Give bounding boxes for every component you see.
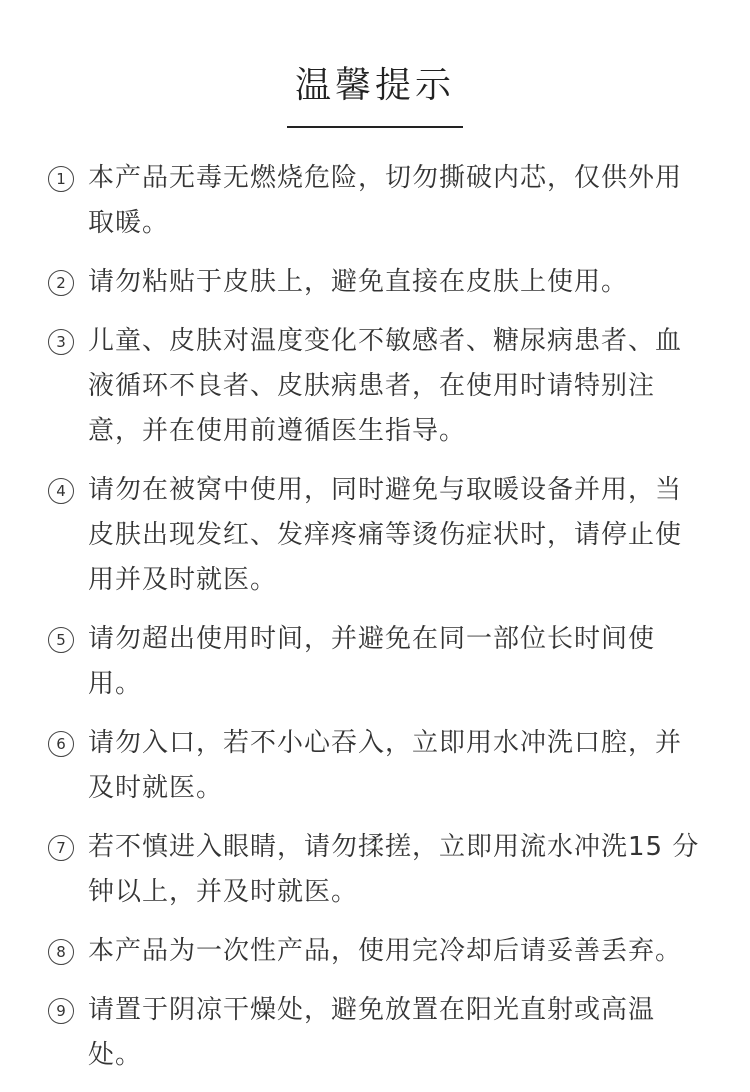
notice-item-1 — [48, 156, 708, 246]
notice-item-2 — [48, 260, 708, 305]
notice-number-6: 6 — [48, 731, 74, 757]
page-title: 温馨提示 — [287, 58, 463, 128]
notice-text-6: 请勿入口，若不小心吞入，立即用水冲洗口腔，并及时就医。 — [88, 728, 683, 803]
notice-text-4: 请勿在被窝中使用，同时避免与取暖设备并用，当皮肤出现发红、发痒疼痛等烫伤症状时，请停止使用并及时就医。 — [88, 475, 683, 595]
notice-text-9: 请置于阴凉干燥处，避免放置在阳光直射或高温处。 — [88, 995, 656, 1070]
notice-number-1: 1 — [48, 166, 74, 192]
notice-number-5: 5 — [48, 627, 74, 653]
notice-text-7: 若不慎进入眼睛，请勿揉搓，立即用流水冲洗15 分钟以上，并及时就医。 — [88, 832, 700, 907]
notice-text-8: 本产品为一次性产品，使用完冷却后请妥善丢弃。 — [88, 936, 683, 966]
notice-item-5 — [48, 617, 708, 707]
notice-item-9 — [48, 988, 708, 1078]
notice-list — [48, 156, 708, 1092]
notice-item-3 — [48, 319, 708, 454]
notice-number-3: 3 — [48, 329, 74, 355]
notice-item-6 — [48, 721, 708, 811]
notice-text-2: 请勿粘贴于皮肤上，避免直接在皮肤上使用。 — [88, 267, 629, 297]
title-wrap — [0, 58, 750, 128]
notice-number-9: 9 — [48, 998, 74, 1024]
notice-number-4: 4 — [48, 478, 74, 504]
notice-number-8: 8 — [48, 939, 74, 965]
notice-item-4 — [48, 468, 708, 603]
notice-number-2: 2 — [48, 270, 74, 296]
notice-text-1: 本产品无毒无燃烧危险，切勿撕破内芯，仅供外用取暖。 — [88, 163, 683, 238]
notice-number-7: 7 — [48, 835, 74, 861]
notice-text-3: 儿童、皮肤对温度变化不敏感者、糖尿病患者、血液循环不良者、皮肤病患者，在使用时请特别注意，并在使用前遵循医生指导。 — [88, 326, 683, 446]
notice-text-5: 请勿超出使用时间，并避免在同一部位长时间使用。 — [88, 624, 656, 699]
notice-item-7 — [48, 825, 708, 915]
notice-item-8 — [48, 929, 708, 974]
